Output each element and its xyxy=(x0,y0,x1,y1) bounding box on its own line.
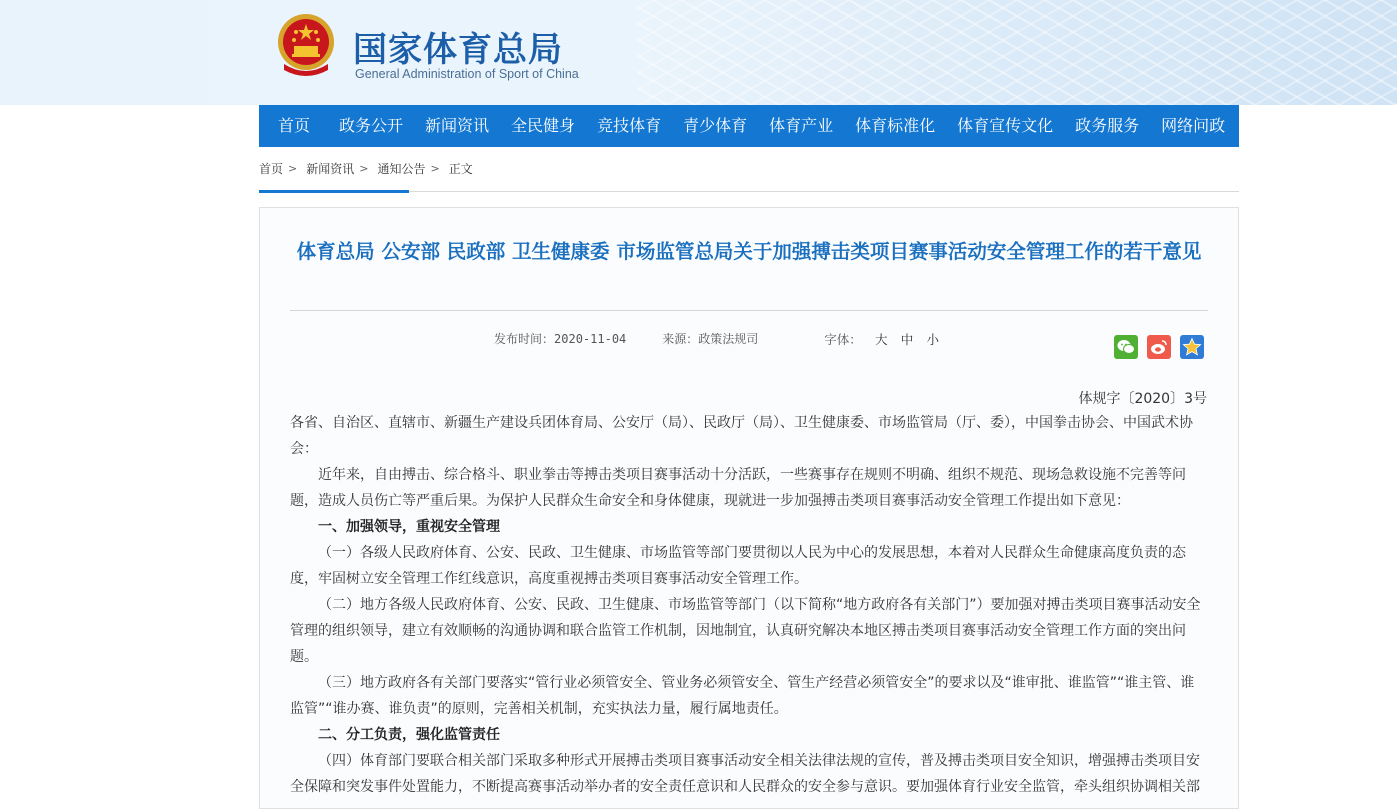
header-pattern xyxy=(637,0,1397,105)
source-info xyxy=(662,330,758,348)
section-heading: 一、加强领导，重视安全管理 xyxy=(318,519,500,535)
source-label: 来源： xyxy=(662,332,699,346)
article-meta xyxy=(494,330,939,348)
wechat-icon[interactable] xyxy=(1114,335,1138,359)
font-size-control xyxy=(824,330,939,348)
breadcrumb-news[interactable]: 新闻资讯 xyxy=(306,162,355,176)
nav-item-standardization[interactable]: 体育标准化 xyxy=(855,116,936,135)
title-divider xyxy=(290,310,1208,311)
breadcrumb-separator: > xyxy=(288,162,298,175)
nav-item-culture[interactable]: 体育宣传文化 xyxy=(957,116,1054,135)
article-paragraph: （一）各级人民政府体育、公安、民政、卫生健康、市场监管等部门要贯彻以人民为中心的发展思想，本着对人民群众生命健康高度负责的态度，牢固树立安全管理工作红线意识，高度重视搏击类项目赛事活动安全管理工作。 xyxy=(290,545,1186,587)
font-label: 字体： xyxy=(824,332,862,347)
article-paragraph: （二）地方各级人民政府体育、公安、民政、卫生健康、市场监管等部门（以下简称“地方政府各有关部门”）要加强对搏击类项目赛事活动安全管理的组织领导，建立有效顺畅的沟通协调和联合监管工作机制，因地制宜，认真研究解决本地区搏击类项目赛事活动安全管理工作方面的突出问题。 xyxy=(290,597,1201,665)
nav-item-youth-sports[interactable]: 青少体育 xyxy=(683,116,748,135)
addressee-paragraph: 各省、自治区、直辖市、新疆生产建设兵团体育局、公安厅（局）、民政厅（局）、卫生健康委、市场监管局（厅、委），中国拳击协会、中国武术协会： xyxy=(290,415,1193,457)
font-size-large[interactable]: 大 xyxy=(875,332,888,347)
site-logo-text[interactable]: 国家体育总局 xyxy=(353,30,563,70)
breadcrumb-notices[interactable]: 通知公告 xyxy=(377,162,426,176)
nav-item-fitness[interactable]: 全民健身 xyxy=(511,116,576,135)
nav-item-sports-industry[interactable]: 体育产业 xyxy=(769,116,834,135)
nav-item-services[interactable]: 政务服务 xyxy=(1075,116,1140,135)
site-logo-english: General Administration of Sport of China xyxy=(355,67,579,81)
site-header xyxy=(0,0,1397,105)
article-paragraph: （四）体育部门要联合相关部门采取多种形式开展搏击类项目赛事活动安全相关法律法规的宣传，普及搏击类项目安全知识，增强搏击类项目安全保障和突发事件处置能力，不断提高赛事活动举办者的安全责任意识和人民群众的安全参与意识。要加强体育行业安全监管，牵头组织协调相关部 xyxy=(290,753,1200,795)
nav-item-home[interactable]: 首页 xyxy=(278,116,311,135)
nav-item-government-affairs[interactable]: 政务公开 xyxy=(339,116,404,135)
publish-label: 发布时间： xyxy=(494,332,555,346)
article-body xyxy=(290,410,1208,800)
font-size-medium[interactable]: 中 xyxy=(900,332,914,347)
breadcrumb xyxy=(259,160,473,177)
favorite-star-icon[interactable] xyxy=(1180,335,1204,359)
breadcrumb-current: 正文 xyxy=(448,162,473,176)
publish-info xyxy=(494,330,626,348)
share-bar xyxy=(1114,335,1204,359)
publish-date: 2020-11-04 xyxy=(554,332,627,346)
document-number: 体规字〔2020〕3号 xyxy=(1078,391,1207,407)
main-nav xyxy=(259,105,1239,147)
weibo-icon[interactable] xyxy=(1147,335,1171,359)
nav-item-news[interactable]: 新闻资讯 xyxy=(425,116,490,135)
nav-item-online-inquiry[interactable]: 网络问政 xyxy=(1161,116,1226,135)
intro-paragraph: 近年来，自由搏击、综合格斗、职业拳击等搏击类项目赛事活动十分活跃，一些赛事存在规则不明确、组织不规范、现场急救设施不完善等问题，造成人员伤亡等严重后果。为保护人民群众生命安全和身体健康，现就进一步加强搏击类项目赛事活动安全管理工作提出如下意见： xyxy=(290,467,1186,509)
font-size-small[interactable]: 小 xyxy=(926,332,940,347)
breadcrumb-accent xyxy=(259,190,409,193)
breadcrumb-separator: > xyxy=(430,162,440,175)
national-emblem-icon[interactable] xyxy=(274,12,338,82)
breadcrumb-home[interactable]: 首页 xyxy=(259,162,284,176)
nav-item-competitive-sports[interactable]: 竞技体育 xyxy=(597,116,662,135)
breadcrumb-separator: > xyxy=(359,162,369,175)
section-heading: 二、分工负责，强化监管责任 xyxy=(318,727,500,743)
source-value: 政策法规司 xyxy=(698,332,759,346)
article-title: 体育总局 公安部 民政部 卫生健康委 市场监管总局关于加强搏击类项目赛事活动安全管理工作的若干意见 xyxy=(296,240,1202,263)
article-paragraph: （三）地方政府各有关部门要落实“管行业必须管安全、管业务必须管安全、管生产经营必须管安全”的要求以及“谁审批、谁监管”“谁主管、谁监管”“谁办赛、谁负责”的原则，完善相关机制，充实执法力量，履行属地责任。 xyxy=(290,675,1195,717)
